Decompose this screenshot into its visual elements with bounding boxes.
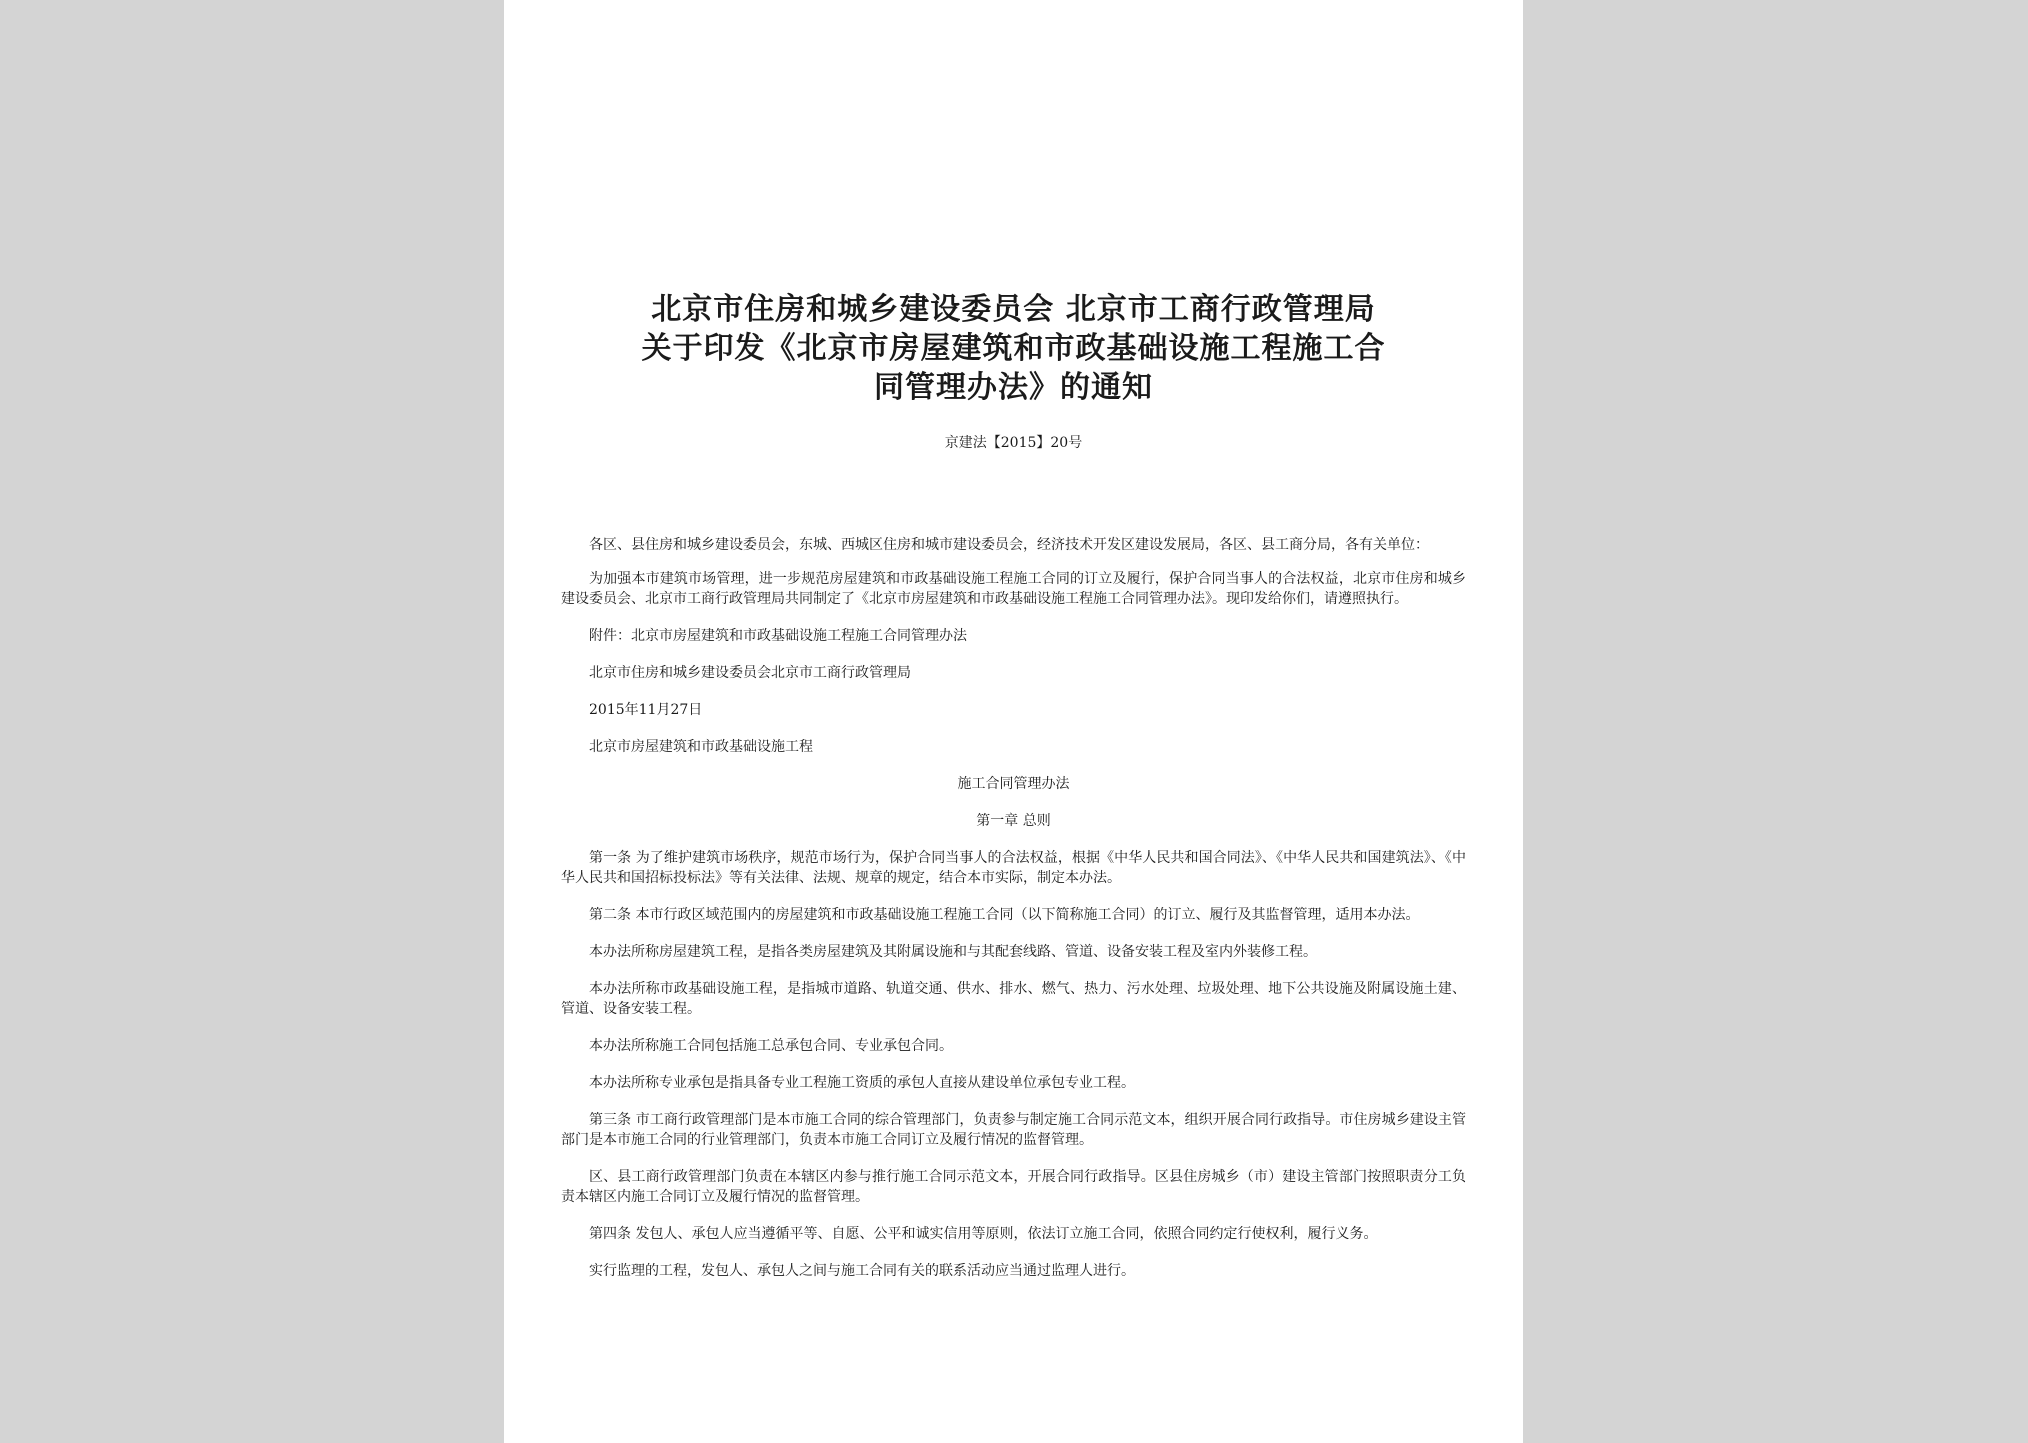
article-3: 第三条 市工商行政管理部门是本市施工合同的综合管理部门，负责参与制定施工合同示范文本，组织开展合同行政指导。市住房城乡建设主管部门是本市施工合同的行业管理部门，负责本市施工合同订立及履行情况的监督管理。 [561,1112,1466,1148]
title-line: 北京市住房和城乡建设委员会 北京市工商行政管理局 [651,292,1376,327]
addressees-paragraph: 各区、县住房和城乡建设委员会，东城、西城区住房和城市建设委员会，经济技术开发区建设发展局，各区、县工商分局，各有关单位： [589,537,1429,553]
chapter-heading: 第一章 总则 [976,813,1051,829]
title-line: 同管理办法》的通知 [874,370,1153,405]
document-number: 京建法【2015】20号 [944,435,1083,451]
article-2-specialty-definition: 本办法所称专业承包是指具备专业工程施工资质的承包人直接从建设单位承包专业工程。 [589,1075,1135,1091]
article-2-contract-types: 本办法所称施工合同包括施工总承包合同、专业承包合同。 [589,1038,953,1054]
article-2-housing-definition: 本办法所称房屋建筑工程，是指各类房屋建筑及其附属设施和与其配套线路、管道、设备安装工程及室内外装修工程。 [589,944,1317,960]
article-4: 第四条 发包人、承包人应当遵循平等、自愿、公平和诚实信用等原则，依法订立施工合同，依照合同约定行使权利，履行义务。 [589,1226,1378,1242]
issuers-line: 北京市住房和城乡建设委员会北京市工商行政管理局 [589,665,911,681]
article-1: 第一条 为了维护建筑市场秩序，规范市场行为，保护合同当事人的合法权益，根据《中华人民共和国合同法》、《中华人民共和国建筑法》、《中华人民共和国招标投标法》等有关法律、法规、规章的规定，结合本市实际，制定本办法。 [561,850,1466,886]
intro-paragraph: 为加强本市建筑市场管理，进一步规范房屋建筑和市政基础设施工程施工合同的订立及履行，保护合同当事人的合法权益，北京市住房和城乡建设委员会、北京市工商行政管理局共同制定了《北京市房屋建筑和市政基础设施工程施工合同管理办法》。现印发给你们，请遵照执行。 [561,571,1466,607]
article-2: 第二条 本市行政区域范围内的房屋建筑和市政基础设施工程施工合同（以下简称施工合同）的订立、履行及其监督管理，适用本办法。 [589,907,1420,923]
article-2-municipal-definition: 本办法所称市政基础设施工程，是指城市道路、轨道交通、供水、排水、燃气、热力、污水处理、垃圾处理、地下公共设施及附属设施土建、管道、设备安装工程。 [561,981,1466,1017]
regulation-title-part2: 施工合同管理办法 [957,776,1070,792]
article-4-supervision: 实行监理的工程，发包人、承包人之间与施工合同有关的联系活动应当通过监理人进行。 [589,1263,1135,1279]
attachment-line: 附件：北京市房屋建筑和市政基础设施工程施工合同管理办法 [589,628,967,644]
document-title [561,290,1466,407]
title-line: 关于印发《北京市房屋建筑和市政基础设施工程施工合 [641,331,1386,366]
regulation-title-part1: 北京市房屋建筑和市政基础设施工程 [589,739,813,755]
document-page [504,0,1523,1443]
document-body [561,290,1466,1298]
article-3-district: 区、县工商行政管理部门负责在本辖区内参与推行施工合同示范文本，开展合同行政指导。区县住房城乡（市）建设主管部门按照职责分工负责本辖区内施工合同订立及履行情况的监督管理。 [561,1169,1466,1205]
issue-date: 2015年11月27日 [589,702,703,718]
